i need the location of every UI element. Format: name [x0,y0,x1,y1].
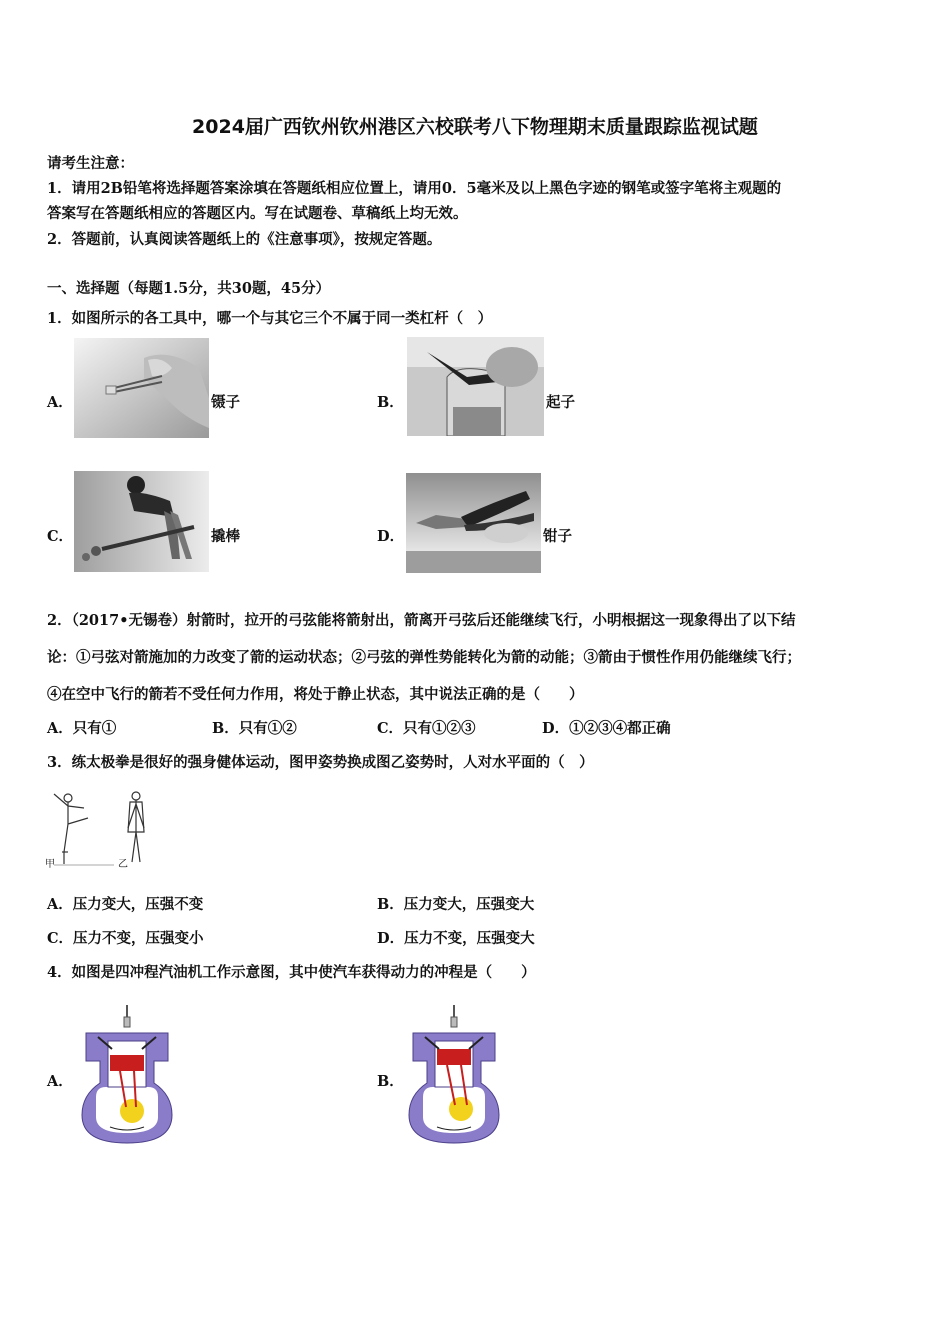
q2-line-3: ④在空中飞行的箭若不受任何力作用，将处于静止状态，其中说法正确的是（ ） [47,686,584,703]
engine-stroke-a-icon [80,1003,174,1145]
section-heading: 一、选择题（每题1.5分，共30题，45分） [47,280,331,297]
q4-stem: 4．如图是四冲程汽油机工作示意图，其中使汽车获得动力的冲程是（ ） [47,964,536,981]
page-title: 2024届广西钦州钦州港区六校联考八下物理期末质量跟踪监视试题 [192,116,758,138]
q1-option-d-caption: 钳子 [543,528,572,545]
q2-option-a[interactable]: A．只有① [47,720,117,737]
q3-option-b[interactable]: B．压力变大，压强变大 [377,896,535,913]
bottle-opener-photo-icon [407,337,544,436]
q2-option-d[interactable]: D．①②③④都正确 [542,720,671,737]
q1-option-c-caption: 撬棒 [211,528,240,545]
tweezers-photo-icon [74,338,209,438]
fig-label-jia: 甲 [45,859,55,870]
engine-stroke-b-icon [407,1003,501,1145]
q3-stem: 3．练太极拳是很好的强身健体运动，图甲姿势换成图乙姿势时，人对水平面的（ ） [47,754,594,771]
notice-line-1: 1．请用2B铅笔将选择题答案涂填在答题纸相应位置上，请用0．5毫米及以上黑色字迹的钢笔或签字笔将主观题的 [47,180,782,197]
notice-line-1b: 答案写在答题纸相应的答题区内。写在试题卷、草稿纸上均无效。 [47,205,468,222]
q3-option-c[interactable]: C．压力不变，压强变小 [47,930,204,947]
q2-option-b[interactable]: B．只有①② [212,720,297,737]
q2-option-c[interactable]: C．只有①②③ [377,720,476,737]
q3-option-a[interactable]: A．压力变大，压强不变 [47,896,204,913]
q1-option-b-letter[interactable]: B． [377,394,404,411]
q2-line-1: 2．（2017•无锡卷）射箭时，拉开的弓弦能将箭射出，箭离开弓弦后还能继续飞行，小明根据这一现象得出了以下结 [47,612,796,629]
fig-label-yi: 乙 [118,859,128,870]
q3-option-d[interactable]: D．压力不变，压强变大 [377,930,535,947]
q1-option-b-caption: 起子 [546,394,575,411]
q1-option-a-caption: 镊子 [211,394,240,411]
q1-option-a-letter[interactable]: A． [47,394,73,411]
taiji-figure-icon [44,788,160,868]
q4-option-a-letter[interactable]: A． [47,1073,73,1090]
notice-line-2: 2．答题前，认真阅读答题纸上的《注意事项》，按规定答题。 [47,231,442,248]
crowbar-photo-icon [74,471,209,572]
q1-stem: 1．如图所示的各工具中，哪一个与其它三个不属于同一类杠杆（ ） [47,310,493,327]
notice-heading: 请考生注意： [47,155,134,172]
q2-line-2: 论：①弓弦对箭施加的力改变了箭的运动状态；②弓弦的弹性势能转化为箭的动能；③箭由于惯性作用仍能继续飞行； [47,649,801,666]
pliers-photo-icon [406,473,541,573]
q4-option-b-letter[interactable]: B． [377,1073,404,1090]
q1-option-d-letter[interactable]: D． [377,528,405,545]
q1-option-c-letter[interactable]: C． [47,528,74,545]
